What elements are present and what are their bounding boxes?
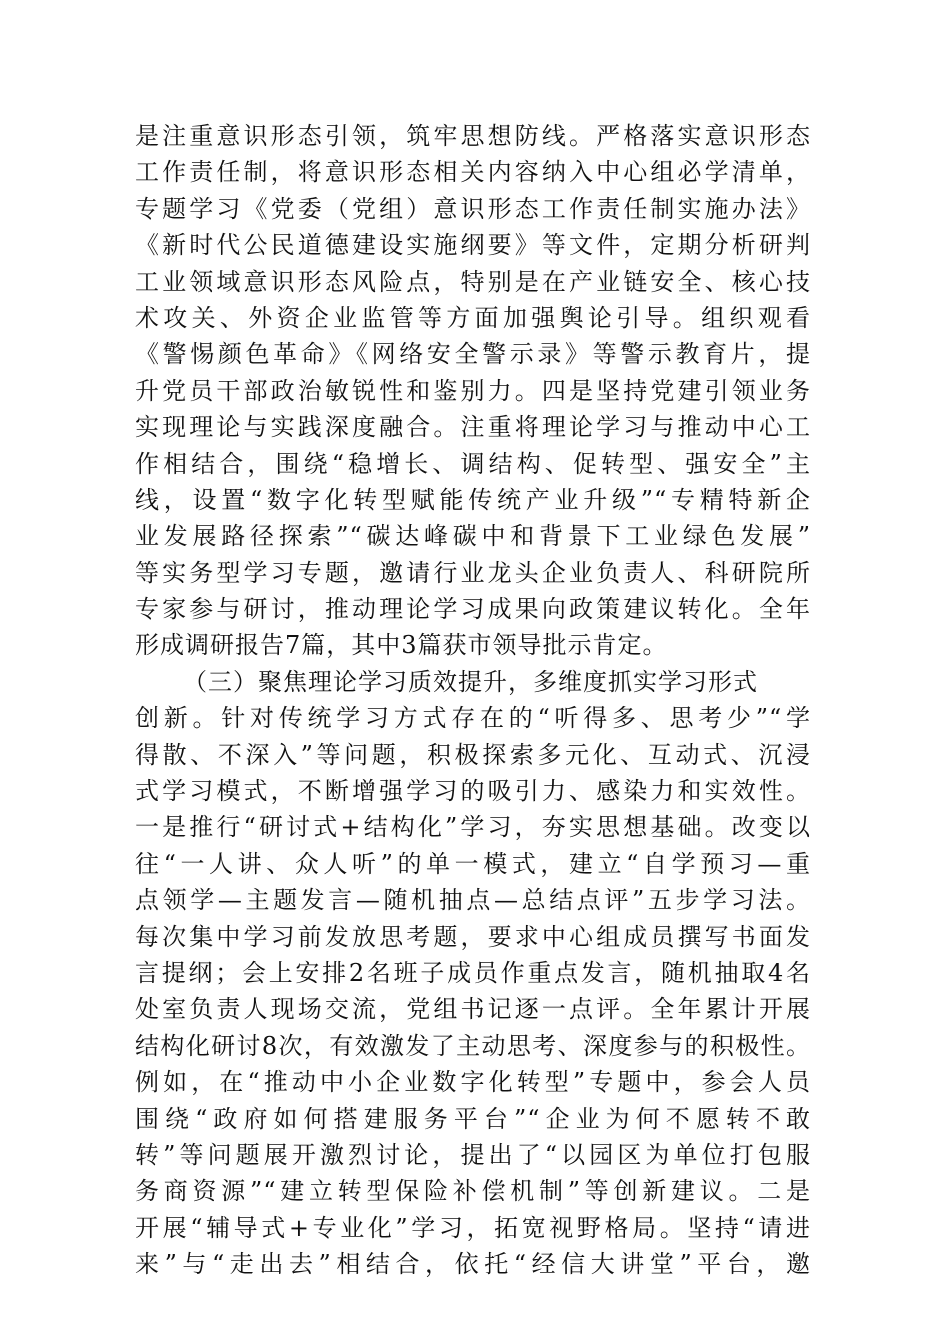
text-line: 创新。针对传统学习方式存在的“听得多、思考少”“学 xyxy=(135,704,811,733)
text-line: 点领学—主题发言—随机抽点—总结点评”五步学习法。 xyxy=(135,886,811,915)
text-line: 升党员干部政治敏锐性和鉴别力。四是坚持党建引领业务 xyxy=(135,376,811,405)
text-line: 专题学习《党委（党组）意识形态工作责任制实施办法》 xyxy=(135,194,811,223)
document-page xyxy=(135,118,811,1283)
text-line: 《警惕颜色革命》《网络安全警示录》等警示教育片，提 xyxy=(135,340,811,369)
text-line: 来”与“走出去”相结合，依托“经信大讲堂”平台，邀 xyxy=(135,1250,811,1279)
text-line: 线，设置“数字化转型赋能传统产业升级”“专精特新企 xyxy=(135,485,811,514)
section-heading-line: （三）聚焦理论学习质效提升，多维度抓实学习形式 xyxy=(183,667,758,696)
text-line: 转”等问题展开激烈讨论，提出了“以园区为单位打包服 xyxy=(135,1140,811,1169)
text-line: 每次集中学习前发放思考题，要求中心组成员撰写书面发 xyxy=(135,922,811,951)
text-line: 实现理论与实践深度融合。注重将理论学习与推动中心工 xyxy=(135,413,811,442)
text-line: 处室负责人现场交流，党组书记逐一点评。全年累计开展 xyxy=(135,995,811,1024)
text-line: 式学习模式，不断增强学习的吸引力、感染力和实效性。 xyxy=(135,777,811,806)
text-line: 《新时代公民道德建设实施纲要》等文件，定期分析研判 xyxy=(135,231,811,260)
text-line: 是注重意识形态引领，筑牢思想防线。严格落实意识形态 xyxy=(135,122,811,150)
text-line: 一是推行“研讨式+结构化”学习，夯实思想基础。改变以 xyxy=(135,813,811,842)
text-line: 结构化研讨8次，有效激发了主动思考、深度参与的积极性。 xyxy=(135,1031,811,1060)
text-line: 专家参与研讨，推动理论学习成果向政策建议转化。全年 xyxy=(135,595,811,624)
text-line: 言提纲；会上安排2名班子成员作重点发言，随机抽取4名 xyxy=(135,958,811,987)
text-line: 开展“辅导式+专业化”学习，拓宽视野格局。坚持“请进 xyxy=(135,1213,811,1242)
text-line: 术攻关、外资企业监管等方面加强舆论引导。组织观看 xyxy=(135,303,811,332)
text-line: 工业领域意识形态风险点，特别是在产业链安全、核心技 xyxy=(135,267,811,296)
text-line: 作相结合，围绕“稳增长、调结构、促转型、强安全”主 xyxy=(135,449,811,478)
text-line: 例如，在“推动中小企业数字化转型”专题中，参会人员 xyxy=(135,1068,811,1097)
text-line: 形成调研报告7篇，其中3篇获市领导批示肯定。 xyxy=(135,631,668,660)
text-line: 得散、不深入”等问题，积极探索多元化、互动式、沉浸 xyxy=(135,740,811,769)
text-line: 工作责任制，将意识形态相关内容纳入中心组必学清单， xyxy=(135,158,811,187)
text-line: 务商资源”“建立转型保险补偿机制”等创新建议。二是 xyxy=(135,1177,811,1206)
text-line: 等实务型学习专题，邀请行业龙头企业负责人、科研院所 xyxy=(135,558,811,587)
text-line: 往“一人讲、众人听”的单一模式，建立“自学预习—重 xyxy=(135,849,811,878)
text-line: 业发展路径探索”“碳达峰碳中和背景下工业绿色发展” xyxy=(135,522,811,551)
text-line: 围绕“政府如何搭建服务平台”“企业为何不愿转不敢 xyxy=(135,1104,811,1133)
